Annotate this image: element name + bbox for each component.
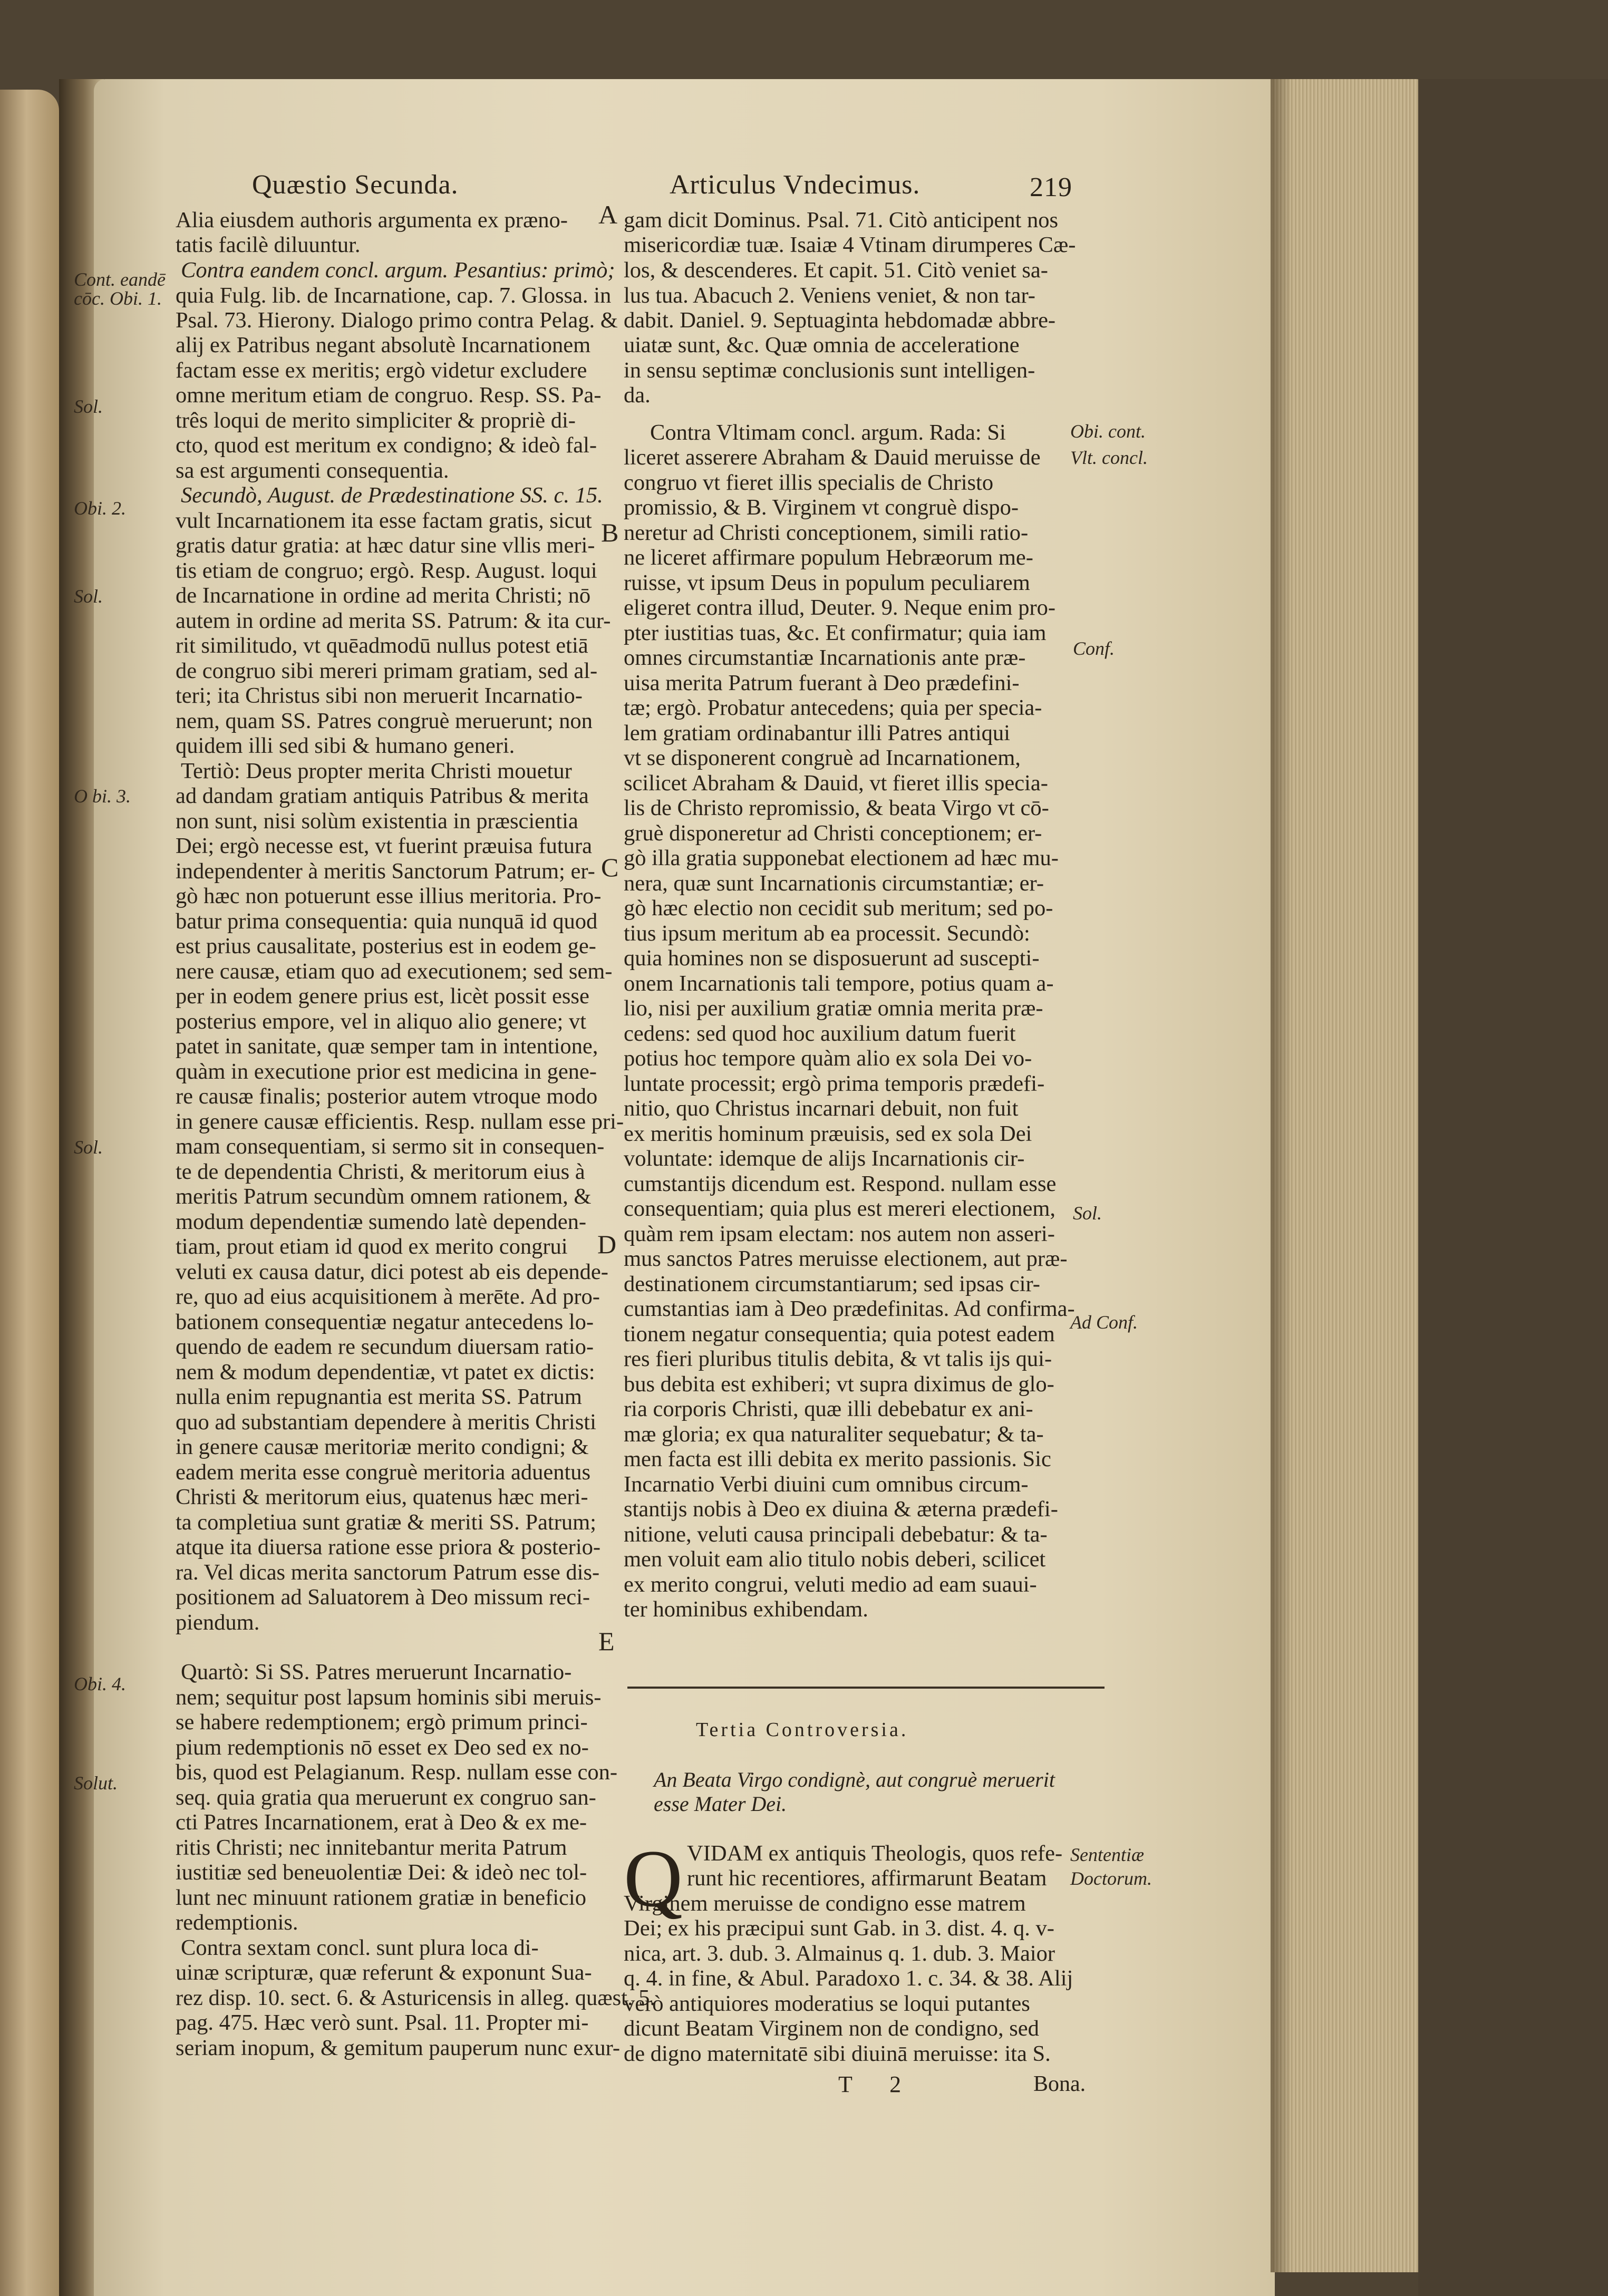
text-line: Tertiò: Deus propter merita Christi mouetur: [181, 759, 572, 783]
text-line: congruo vt fieret illis specialis de Christo: [624, 470, 994, 495]
text-line: teri; ita Christus sibi non meruerit Incarnatio-: [176, 683, 583, 708]
text-line: da.: [624, 383, 651, 408]
text-line: Dei; ergò necesse est, vt fuerint præuisa futura: [176, 834, 592, 858]
text-line: bus debita est exhiberi; vt supra diximus de glo-: [624, 1372, 1054, 1397]
text-line: factam esse ex meritis; ergò videtur excludere: [176, 358, 587, 383]
text-line: consequentiam; quia plus est mereri electionem,: [624, 1196, 1056, 1221]
text-line: gò illa gratia supponebat electionem ad hæc mu-: [624, 846, 1059, 870]
text-line: ra. Vel dicas merita sanctorum Patrum esse dis-: [176, 1560, 600, 1585]
text-line: Alia eiusdem authoris argumenta ex præno-: [176, 208, 568, 232]
text-line: vult Incarnationem ita esse factam gratis, sicut: [176, 508, 592, 533]
text-line: pag. 475. Hæc verò sunt. Psal. 11. Propter mi-: [176, 2010, 589, 2035]
text-line: runt hic recentiores, affirmarunt Beatam: [687, 1866, 1047, 1891]
text-line: independenter à meritis Sanctorum Patrum; er-: [176, 859, 595, 884]
text-line: q. 4. in fine, & Abul. Paradoxo 1. c. 34. & 38. Alij: [624, 1966, 1073, 1991]
text-line: omne meritum etiam de congruo. Resp. SS. Pa-: [176, 383, 602, 408]
text-line: tiam, prout etiam id quod ex merito congrui: [176, 1234, 568, 1259]
text-line: ex meritis hominum præuisis, sed ex sola Dei: [624, 1121, 1032, 1146]
text-line: uinæ scripturæ, quæ referunt & exponunt Sua-: [176, 1960, 592, 1985]
text-line: de digno maternitatē sibi diuinā meruisse: ita S.: [624, 2041, 1051, 2066]
fore-edge-shadow: [1271, 79, 1292, 2272]
text-line: luntate processit; ergò prima temporis prædefi-: [624, 1071, 1045, 1096]
text-line: bis, quod est Pelagianum. Resp. nullam esse con-: [176, 1760, 618, 1785]
text-line: ter hominibus exhibendam.: [624, 1597, 868, 1622]
page-number: 219: [1030, 172, 1072, 202]
text-line: quàm in executione prior est medicina in gene-: [176, 1059, 597, 1084]
text-line: men voluit eam alio titulo nobis deberi, scilicet: [624, 1547, 1046, 1572]
margin-note: Obi. 4.: [74, 1673, 126, 1694]
margin-note: Conf.: [1073, 638, 1115, 659]
text-line: quia homines non se disposuerunt ad suscepti-: [624, 946, 1040, 971]
text-line: dicunt Beatam Virginem non de condigno, sed: [624, 2016, 1039, 2041]
text-line: re causæ finalis; posterior autem vtroque modo: [176, 1084, 598, 1109]
text-line: Virginem meruisse de condigno esse matrem: [624, 1891, 1026, 1916]
text-line: tius ipsum meritum ab ea processit. Secundò:: [624, 921, 1030, 946]
text-line: Contra sextam concl. sunt plura loca di-: [181, 1935, 539, 1960]
text-line: pium redemptionis nō esset ex Deo sed ex no-: [176, 1735, 589, 1760]
text-line: Christi & meritorum eius, quatenus hæc meri-: [176, 1485, 588, 1509]
text-line: alij ex Patribus negant absolutè Incarnationem: [176, 333, 591, 357]
text-line: ruisse, vt ipsum Deus in populum peculiarem: [624, 570, 1030, 595]
text-line: verò antiquiores moderatius se loqui putantes: [624, 1991, 1030, 2016]
margin-note: Solut.: [74, 1772, 118, 1794]
text-line: nere causæ, etiam quo ad executionem; sed sem-: [176, 959, 613, 984]
controversy-question: esse Mater Dei.: [654, 1792, 787, 1816]
text-line: stantijs nobis à Deo ex diuina & æterna prædefi-: [624, 1497, 1058, 1522]
text-line: in sensu septimæ conclusionis sunt intelligen-: [624, 358, 1035, 383]
margin-note: Sol.: [1073, 1203, 1102, 1224]
text-line: omnes circumstantiæ Incarnationis ante præ-: [624, 645, 1026, 670]
controversy-question: An Beata Virgo condignè, aut congruè meruerit: [654, 1768, 1055, 1791]
text-line: potius hoc tempore quàm alio ex sola Dei vo-: [624, 1046, 1032, 1071]
text-line: meritis Patrum secundùm omnem rationem, &: [176, 1184, 592, 1209]
margin-note: Obi. cont.: [1070, 421, 1146, 442]
margin-note: O bi. 3.: [74, 786, 131, 807]
facing-page-edge: [0, 90, 59, 2296]
text-line: pter iustitias tuas, &c. Et confirmatur; quia iam: [624, 621, 1047, 645]
text-line: est prius causalitate, posterius est in eodem ge-: [176, 934, 596, 958]
running-head-left: Quæstio Secunda.: [252, 170, 459, 200]
margin-note: Doctorum.: [1070, 1868, 1152, 1889]
text-line: gò hæc non potuerunt esse illius meritoria. Pro-: [176, 884, 602, 908]
margin-note: Sol.: [74, 586, 103, 607]
text-line: rit similitudo, vt quēadmodū nullus potest etiā: [176, 633, 588, 658]
text-line: patet in sanitate, quæ semper tam in intentione,: [176, 1034, 598, 1059]
text-line: mæ gloria; ex qua naturaliter sequebatur; & ta-: [624, 1422, 1044, 1447]
text-line: Dei; ex his præcipui sunt Gab. in 3. dist. 4. q. v-: [624, 1916, 1054, 1941]
text-line: Psal. 73. Hierony. Dialogo primo contra Pelag. &: [176, 308, 618, 333]
text-line: bationem consequentiæ negatur antecedens lo-: [176, 1310, 594, 1334]
text-line: atque ita diuersa ratione esse priora & posterio-: [176, 1535, 601, 1559]
text-line: in genere causæ efficientis. Resp. nullam esse pri-: [176, 1109, 624, 1134]
text-line: nera, quæ sunt Incarnationis circumstantiæ; er-: [624, 871, 1044, 896]
text-line: nulla enim repugnantia est merita SS. Patrum: [176, 1384, 582, 1409]
drop-cap: Q: [624, 1833, 683, 1924]
text-line: veluti ex causa datur, dici potest ab eis depende-: [176, 1260, 608, 1284]
text-line: iustitiæ sed beneuolentiæ Dei: & ideò nec tol-: [176, 1860, 587, 1885]
text-line: ta completiua sunt gratiæ & meriti SS. Patrum;: [176, 1510, 596, 1535]
section-marker-a: A: [598, 200, 618, 229]
text-line: VIDAM ex antiquis Theologis, quos refe-: [687, 1841, 1063, 1866]
text-line: de Incarnatione in ordine ad merita Christi; nō: [176, 583, 591, 608]
text-line: vt se disponerent congruè ad Incarnationem,: [624, 745, 1021, 770]
text-line: gruè disponeretur ad Christi conceptionem; er-: [624, 821, 1042, 846]
text-line: gratis datur gratia: at hæc datur sine vllis meri-: [176, 533, 595, 558]
text-line: nem; sequitur post lapsum hominis sibi meruis-: [176, 1685, 602, 1710]
text-line: batur prima consequentia: quia nunquā id quod: [176, 909, 598, 934]
text-line: lem gratiam ordinabantur illi Patres antiqui: [624, 721, 1010, 745]
text-line: se habere redemptionem; ergò primum princi-: [176, 1710, 588, 1735]
text-line: onem Incarnationis tali tempore, potius quam a-: [624, 971, 1054, 996]
catchword: Bona.: [1033, 2072, 1086, 2096]
text-line: sa est argumenti consequentia.: [176, 458, 449, 483]
running-head-right: Articulus Vndecimus.: [670, 170, 921, 200]
margin-note: Obi. 2.: [74, 498, 126, 519]
text-line: ritis Christi; nec innitebantur merita Patrum: [176, 1835, 567, 1860]
text-line: eligeret contra illud, Deuter. 9. Neque enim pro-: [624, 595, 1056, 620]
margin-note: Sol.: [74, 396, 103, 417]
text-line: tionem negatur consequentia; quia potest eadem: [624, 1322, 1055, 1346]
text-line: destinationem circumstantiarum; sed ipsas cir-: [624, 1272, 1040, 1296]
text-line: quia Fulg. lib. de Incarnatione, cap. 7. Glossa. in: [176, 283, 612, 308]
text-line: mus sanctos Patres meruisse electionem, aut præ-: [624, 1246, 1068, 1271]
text-line: misericordiæ tuæ. Isaiæ 4 Vtinam dirumperes Cæ-: [624, 232, 1076, 257]
text-line: uisa merita Patrum fuerant à Deo prædefini-: [624, 671, 1020, 695]
text-line: men facta est illi debita ex merito passionis. Sic: [624, 1447, 1051, 1471]
text-line: neretur ad Christi conceptionem, simili ratio-: [624, 520, 1029, 545]
text-line: tis etiam de congruo; ergò. Resp. August. loqui: [176, 558, 597, 583]
margin-note: cōc. Obi. 1.: [74, 288, 162, 309]
text-line: ex merito congrui, veluti medio ad eam suaui-: [624, 1572, 1037, 1597]
text-line: res fieri pluribus titulis debita, & vt talis ijs qui-: [624, 1346, 1052, 1371]
text-line: quidem illi sed sibi & humano generi.: [176, 733, 515, 758]
text-line: seriam inopum, & gemitum pauperum nunc exur-: [176, 2036, 621, 2060]
page-fore-edge: [1271, 79, 1429, 2272]
text-line: positionem ad Saluatorem à Deo missum reci-: [176, 1585, 590, 1610]
margin-note: Sententiæ: [1070, 1844, 1144, 1865]
text-line: Secundò, August. de Prædestinatione SS. c. 15.: [181, 483, 603, 508]
margin-note: Cont. eandē: [74, 269, 166, 290]
text-line: de congruo sibi mereri primam gratiam, sed al-: [176, 658, 598, 683]
text-line: dabit. Daniel. 9. Septuaginta hebdomadæ abbre-: [624, 308, 1056, 333]
margin-note: Sol.: [74, 1137, 103, 1158]
text-line: modum dependentiæ sumendo latè dependen-: [176, 1209, 586, 1234]
text-line: mam consequentiam, si sermo sit in consequen-: [176, 1134, 605, 1159]
text-line: quo ad substantiam dependere à meritis Christi: [176, 1410, 596, 1435]
text-line: piendum.: [176, 1610, 260, 1635]
text-line: gam dicit Dominus. Psal. 71. Citò anticipent nos: [624, 208, 1058, 232]
margin-note: Vlt. concl.: [1070, 447, 1148, 468]
text-line: te de dependentia Christi, & meritorum eius à: [176, 1159, 585, 1184]
text-line: nitione, veluti causa principali debebatur: & ta-: [624, 1522, 1048, 1547]
text-line: scilicet Abraham & Dauid, vt fieret illis specia-: [624, 771, 1048, 796]
controversy-heading: Tertia Controversia.: [696, 1719, 909, 1741]
text-line: ne liceret affirmare populum Hebræorum me-: [624, 545, 1033, 570]
section-marker-e: E: [598, 1626, 615, 1656]
text-line: re, quo ad eius acquisitionem à merēte. Ad pro-: [176, 1284, 600, 1309]
text-line: per in eodem genere prius est, licèt possit esse: [176, 984, 589, 1009]
text-line: promissio, & B. Virginem vt congruè dispo-: [624, 495, 1019, 520]
text-line: redemptionis.: [176, 1910, 298, 1935]
text-line: los, & descenderes. Et capit. 51. Citò veniet sa-: [624, 258, 1048, 283]
text-line: lis de Christo repromissio, & beata Virgo vt cō-: [624, 796, 1049, 820]
signature-mark: T 2: [838, 2071, 917, 2097]
text-line: lio, nisi per auxilium gratiæ omnia merita præ-: [624, 996, 1043, 1021]
text-line: Quartò: Si SS. Patres meruerunt Incarnatio-: [181, 1660, 572, 1684]
text-line: três loqui de merito simpliciter & propriè di-: [176, 408, 576, 433]
text-line: ad dandam gratiam antiquis Patribus & merita: [176, 783, 589, 808]
text-line: quendo de eadem re secundum diuersam ratio-: [176, 1334, 594, 1359]
text-line: cto, quod est meritum ex condigno; & ideò fal-: [176, 433, 597, 458]
text-line: autem in ordine ad merita SS. Patrum: & ita cur-: [176, 608, 611, 633]
text-line: seq. quia gratia qua meruerunt ex congruo san-: [176, 1785, 596, 1810]
text-line: tæ; ergò. Probatur antecedens; quia per specia-: [624, 695, 1042, 720]
text-line: cumstantijs dicendum est. Respond. nullam esse: [624, 1171, 1057, 1196]
section-marker-d: D: [597, 1229, 617, 1259]
text-line: rez disp. 10. sect. 6. & Asturicensis in alleg. quæst. 5.: [176, 1985, 656, 2010]
text-line: posterius empore, vel in aliquo alio genere; vt: [176, 1009, 586, 1034]
section-divider: [627, 1687, 1105, 1689]
text-line: nem, quam SS. Patres congruè meruerunt; non: [176, 709, 593, 733]
text-line: in genere causæ meritoriæ merito condigni; &: [176, 1435, 589, 1459]
text-line: ria corporis Christi, quæ illi debebatur ex ani-: [624, 1397, 1033, 1421]
text-line: liceret asserere Abraham & Dauid meruisse de: [624, 445, 1041, 470]
text-line: non sunt, nisi solùm existentia in præscientia: [176, 809, 578, 834]
text-line: Contra eandem concl. argum. Pesantius: primò;: [181, 258, 615, 283]
text-line: cumstantias iam à Deo prædefinitas. Ad confirma-: [624, 1296, 1075, 1321]
text-line: lus tua. Abacuch 2. Veniens veniet, & non tar-: [624, 283, 1035, 308]
text-line: nitio, quo Christus incarnari debuit, non fuit: [624, 1096, 1019, 1121]
text-line: cedens: sed quod hoc auxilium datum fuerit: [624, 1021, 1016, 1046]
text-line: eadem merita esse congruè meritoria aduentus: [176, 1460, 591, 1485]
text-line: gò hæc electio non cecidit sub meritum; sed po-: [624, 896, 1053, 921]
text-line: nica, art. 3. dub. 3. Almainus q. 1. dub. 3. Maior: [624, 1941, 1055, 1966]
text-line: uiatæ sunt, &c. Quæ omnia de acceleratione: [624, 333, 1020, 357]
text-line: lunt nec minuunt rationem gratiæ in beneficio: [176, 1885, 586, 1910]
text-line: cti Patres Incarnationem, erat à Deo & ex me-: [176, 1810, 587, 1835]
section-marker-c: C: [601, 852, 619, 882]
margin-note: Ad Conf.: [1070, 1312, 1138, 1333]
text-line: Contra Vltimam concl. argum. Rada: Si: [650, 420, 1006, 445]
text-line: Incarnatio Verbi diuini cum omnibus circum-: [624, 1472, 1029, 1497]
text-line: tatis facilè diluuntur.: [176, 232, 361, 257]
section-marker-b: B: [601, 518, 619, 547]
cover-edge: [1418, 79, 1608, 2296]
text-line: voluntate: idemque de alijs Incarnationis cir-: [624, 1146, 1025, 1171]
text-line: nem & modum dependentiæ, vt patet ex dictis:: [176, 1360, 595, 1384]
text-line: quàm rem ipsam electam: nos autem non asseri-: [624, 1222, 1055, 1246]
